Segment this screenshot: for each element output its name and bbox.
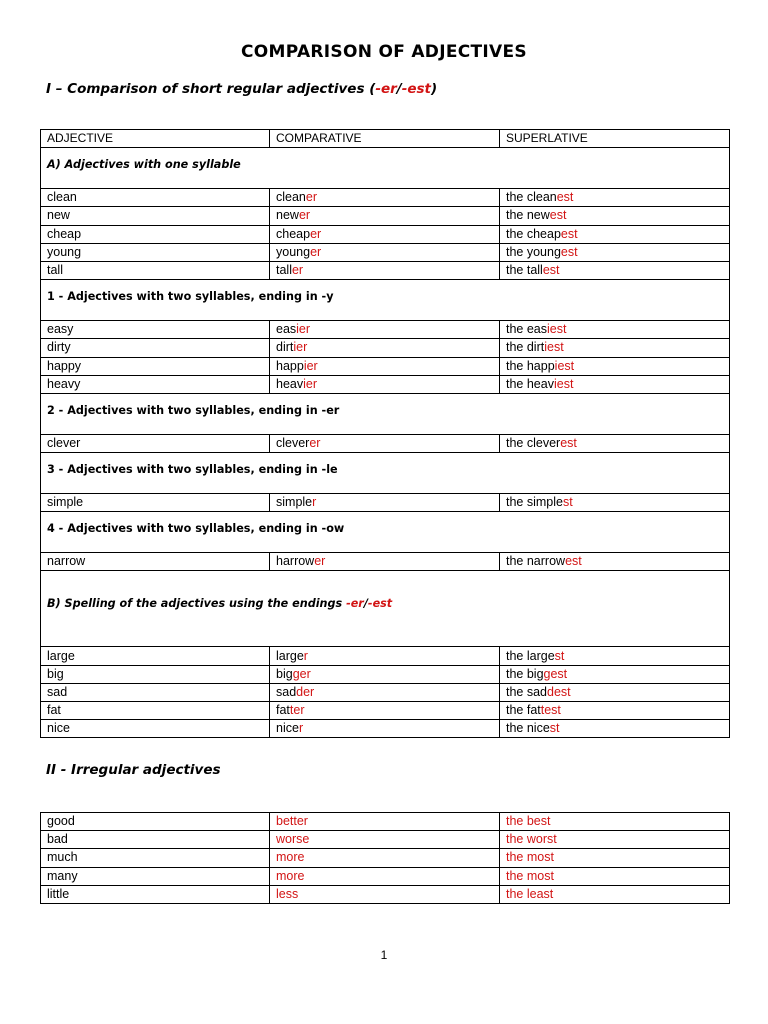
regular-adjectives-table: [40, 129, 730, 738]
group-heading-ending-le: 3 - Adjectives with two syllables, ending in -le: [41, 453, 730, 494]
adjective-cell: new: [41, 207, 270, 225]
group-heading-row: [41, 512, 730, 553]
table-row: [41, 225, 730, 243]
adjective-cell: bad: [41, 831, 270, 849]
superlative-cell: the easiest: [500, 321, 730, 339]
adjective-cell: happy: [41, 357, 270, 375]
superlative-cell: the most: [500, 849, 730, 867]
comparative-cell: newer: [270, 207, 500, 225]
comparative-cell: cleverer: [270, 434, 500, 452]
comparative-cell: simpler: [270, 494, 500, 512]
group-heading-row: [41, 393, 730, 434]
comparative-cell: better: [270, 813, 500, 831]
superlative-cell: the narrowest: [500, 553, 730, 571]
section-heading-regular: [46, 81, 437, 97]
adjective-cell: large: [41, 647, 270, 665]
table-header-row: [41, 130, 730, 148]
table-row: [41, 357, 730, 375]
adjective-cell: clean: [41, 189, 270, 207]
section-heading-slash: /: [396, 81, 402, 97]
group-heading-spelling: B) Spelling of the adjectives using the endings -er/-est: [41, 571, 730, 647]
superlative-cell: the tallest: [500, 261, 730, 279]
superlative-cell: the most: [500, 867, 730, 885]
superlative-cell: the best: [500, 813, 730, 831]
table-row: [41, 321, 730, 339]
superlative-cell: the worst: [500, 831, 730, 849]
superlative-cell: the nicest: [500, 720, 730, 738]
comparative-cell: taller: [270, 261, 500, 279]
comparative-cell: fatter: [270, 702, 500, 720]
section-heading-er: -er: [375, 81, 397, 97]
header-comparative: COMPARATIVE: [270, 130, 500, 148]
comparative-cell: easier: [270, 321, 500, 339]
comparative-cell: worse: [270, 831, 500, 849]
table-row: [41, 375, 730, 393]
superlative-cell: the cleanest: [500, 189, 730, 207]
table-row: [41, 702, 730, 720]
superlative-cell: the largest: [500, 647, 730, 665]
superlative-cell: the saddest: [500, 683, 730, 701]
table-row: [41, 665, 730, 683]
table-row: [41, 494, 730, 512]
group-heading-ending-er: 2 - Adjectives with two syllables, ending in -er: [41, 393, 730, 434]
comparative-cell: bigger: [270, 665, 500, 683]
table-row: [41, 813, 730, 831]
group-heading-row: [41, 453, 730, 494]
page-title: COMPARISON OF ADJECTIVES: [241, 42, 527, 62]
header-adjective: ADJECTIVE: [41, 130, 270, 148]
adjective-cell: fat: [41, 702, 270, 720]
table-row: [41, 553, 730, 571]
superlative-cell: the least: [500, 885, 730, 903]
adjective-cell: much: [41, 849, 270, 867]
section-heading-irregular: II - Irregular adjectives: [46, 762, 221, 778]
section-heading-suffix: ): [430, 81, 438, 97]
page-number: 1: [380, 948, 388, 962]
superlative-cell: the biggest: [500, 665, 730, 683]
group-heading-ending-y: 1 - Adjectives with two syllables, ending in -y: [41, 280, 730, 321]
adjective-cell: good: [41, 813, 270, 831]
comparative-cell: sadder: [270, 683, 500, 701]
superlative-cell: the happiest: [500, 357, 730, 375]
superlative-cell: the fattest: [500, 702, 730, 720]
comparative-cell: younger: [270, 243, 500, 261]
group-heading-row: [41, 571, 730, 647]
comparative-cell: more: [270, 849, 500, 867]
table-row: [41, 434, 730, 452]
table-row: [41, 720, 730, 738]
table-row: [41, 339, 730, 357]
superlative-cell: the cleverest: [500, 434, 730, 452]
comparative-cell: harrower: [270, 553, 500, 571]
superlative-cell: the newest: [500, 207, 730, 225]
irregular-adjectives-table: [40, 812, 730, 904]
group-heading-ending-ow: 4 - Adjectives with two syllables, ending in -ow: [41, 512, 730, 553]
comparative-cell: larger: [270, 647, 500, 665]
group-heading-row: [41, 148, 730, 189]
table-row: [41, 261, 730, 279]
comparative-cell: happier: [270, 357, 500, 375]
table-row: [41, 885, 730, 903]
table-row: [41, 831, 730, 849]
comparative-cell: cheaper: [270, 225, 500, 243]
adjective-cell: tall: [41, 261, 270, 279]
table-row: [41, 207, 730, 225]
superlative-cell: the youngest: [500, 243, 730, 261]
adjective-cell: dirty: [41, 339, 270, 357]
superlative-cell: the simplest: [500, 494, 730, 512]
group-heading-row: [41, 280, 730, 321]
comparative-cell: nicer: [270, 720, 500, 738]
superlative-cell: the heaviest: [500, 375, 730, 393]
superlative-cell: the dirtiest: [500, 339, 730, 357]
adjective-cell: heavy: [41, 375, 270, 393]
adjective-cell: young: [41, 243, 270, 261]
adjective-cell: little: [41, 885, 270, 903]
comparative-cell: cleaner: [270, 189, 500, 207]
adjective-cell: cheap: [41, 225, 270, 243]
table-row: [41, 867, 730, 885]
group-heading-one-syllable: A) Adjectives with one syllable: [41, 148, 730, 189]
comparative-cell: heavier: [270, 375, 500, 393]
adjective-cell: big: [41, 665, 270, 683]
adjective-cell: sad: [41, 683, 270, 701]
adjective-cell: nice: [41, 720, 270, 738]
header-superlative: SUPERLATIVE: [500, 130, 730, 148]
adjective-cell: clever: [41, 434, 270, 452]
section-heading-prefix: I – Comparison of short regular adjectives (: [46, 81, 376, 97]
table-row: [41, 849, 730, 867]
adjective-cell: easy: [41, 321, 270, 339]
comparative-cell: less: [270, 885, 500, 903]
superlative-cell: the cheapest: [500, 225, 730, 243]
comparative-cell: dirtier: [270, 339, 500, 357]
table-row: [41, 683, 730, 701]
table-row: [41, 189, 730, 207]
adjective-cell: simple: [41, 494, 270, 512]
comparative-cell: more: [270, 867, 500, 885]
table-row: [41, 243, 730, 261]
adjective-cell: narrow: [41, 553, 270, 571]
table-row: [41, 647, 730, 665]
section-heading-est: -est: [401, 81, 431, 97]
adjective-cell: many: [41, 867, 270, 885]
